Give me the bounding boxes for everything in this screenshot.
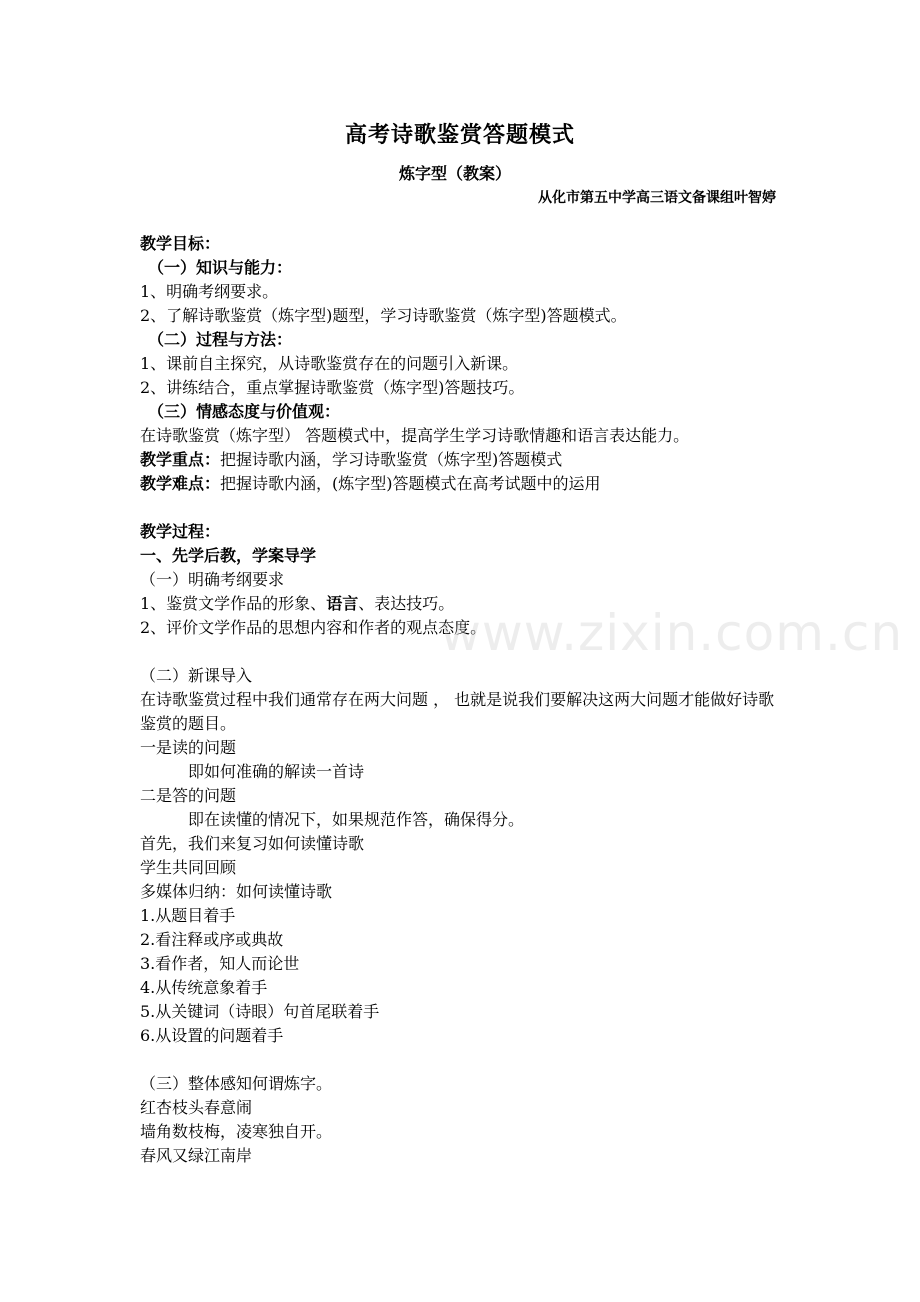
process-sub1-item [140,592,790,616]
process-sub2-paragraph: 在诗歌鉴赏过程中我们通常存在两大问题 ， 也就是说我们要解决这两大问题才能做好诗歌鉴赏的题目。 [140,690,775,733]
verse-line: 春风又绿江南岸 [140,1146,253,1165]
sub1-item1-bold: 语言 [326,594,359,613]
teaching-key-text: 把握诗歌内涵，学习诗歌鉴赏（炼字型)答题模式 [220,450,563,469]
review-line: 学生共同回顾 [140,858,237,877]
process-part-1-heading: 一、先学后教，学案导学 [140,546,317,565]
objectives-heading: 教学目标： [140,234,221,253]
process-sub-2: （二）新课导入 [140,666,253,685]
spacer [140,496,790,520]
step-item: 4.从传统意象着手 [140,978,268,997]
doc-body [140,232,790,1168]
review-line: 多媒体归纳：如何读懂诗歌 [140,882,333,901]
question-2: 二是答的问题 [140,786,237,805]
step-item: 1.从题目着手 [140,906,236,925]
process-heading: 教学过程： [140,522,221,541]
objectives-section-2-heading: （二）过程与方法： [148,330,293,349]
step-item: 5.从关键词（诗眼）句首尾联着手 [140,1002,380,1021]
sub1-item1-pre: 1、鉴赏文学作品的形象、 [140,594,327,613]
doc-author: 从化市第五中学高三语文备课组叶智婷 [538,190,776,206]
spacer [140,1048,790,1072]
objectives-s1-item: 1、明确考纲要求。 [140,282,279,301]
teaching-difficulty [140,472,790,496]
doc-subtitle: 炼字型（教案） [398,164,511,183]
question-2-detail: 即在读懂的情况下，如果规范作答，确保得分。 [188,810,525,829]
review-line: 首先，我们来复习如何读懂诗歌 [140,834,365,853]
objectives-s2-item: 1、课前自主探究，从诗歌鉴赏存在的问题引入新课。 [140,354,519,373]
sub1-item1-post: 、表达技巧。 [358,594,455,613]
step-item: 3.看作者，知人而论世 [140,954,300,973]
doc-title: 高考诗歌鉴赏答题模式 [344,123,575,148]
process-sub1-item: 2、评价文学作品的思想内容和作者的观点态度。 [140,618,487,637]
process-sub-1: （一）明确考纲要求 [140,570,285,589]
objectives-s1-item: 2、了解诗歌鉴赏（炼字型)题型，学习诗歌鉴赏（炼字型)答题模式。 [140,306,627,325]
watermark: www.zixin.com.cn [440,604,904,662]
question-1: 一是读的问题 [140,738,237,757]
verse-line: 红杏枝头春意闹 [140,1098,253,1117]
objectives-s3-text: 在诗歌鉴赏（炼字型） 答题模式中，提高学生学习诗歌情趣和语言表达能力。 [140,426,690,445]
teaching-key-point [140,448,790,472]
teaching-difficulty-label: 教学难点： [140,474,221,493]
objectives-s2-item: 2、讲练结合，重点掌握诗歌鉴赏（炼字型)答题技巧。 [140,378,525,397]
objectives-section-1-heading: （一）知识与能力： [148,258,293,277]
teaching-key-label: 教学重点： [140,450,221,469]
process-sub-3: （三）整体感知何谓炼字。 [140,1074,333,1093]
objectives-section-3-heading: （三）情感态度与价值观： [148,402,341,421]
step-item: 2.看注释或序或典故 [140,930,284,949]
spacer [140,640,790,664]
teaching-difficulty-text: 把握诗歌内涵，(炼字型)答题模式在高考试题中的运用 [220,474,601,493]
step-item: 6.从设置的问题着手 [140,1026,284,1045]
verse-line: 墙角数枝梅，凌寒独自开。 [140,1122,333,1141]
question-1-detail: 即如何准确的解读一首诗 [188,762,365,781]
